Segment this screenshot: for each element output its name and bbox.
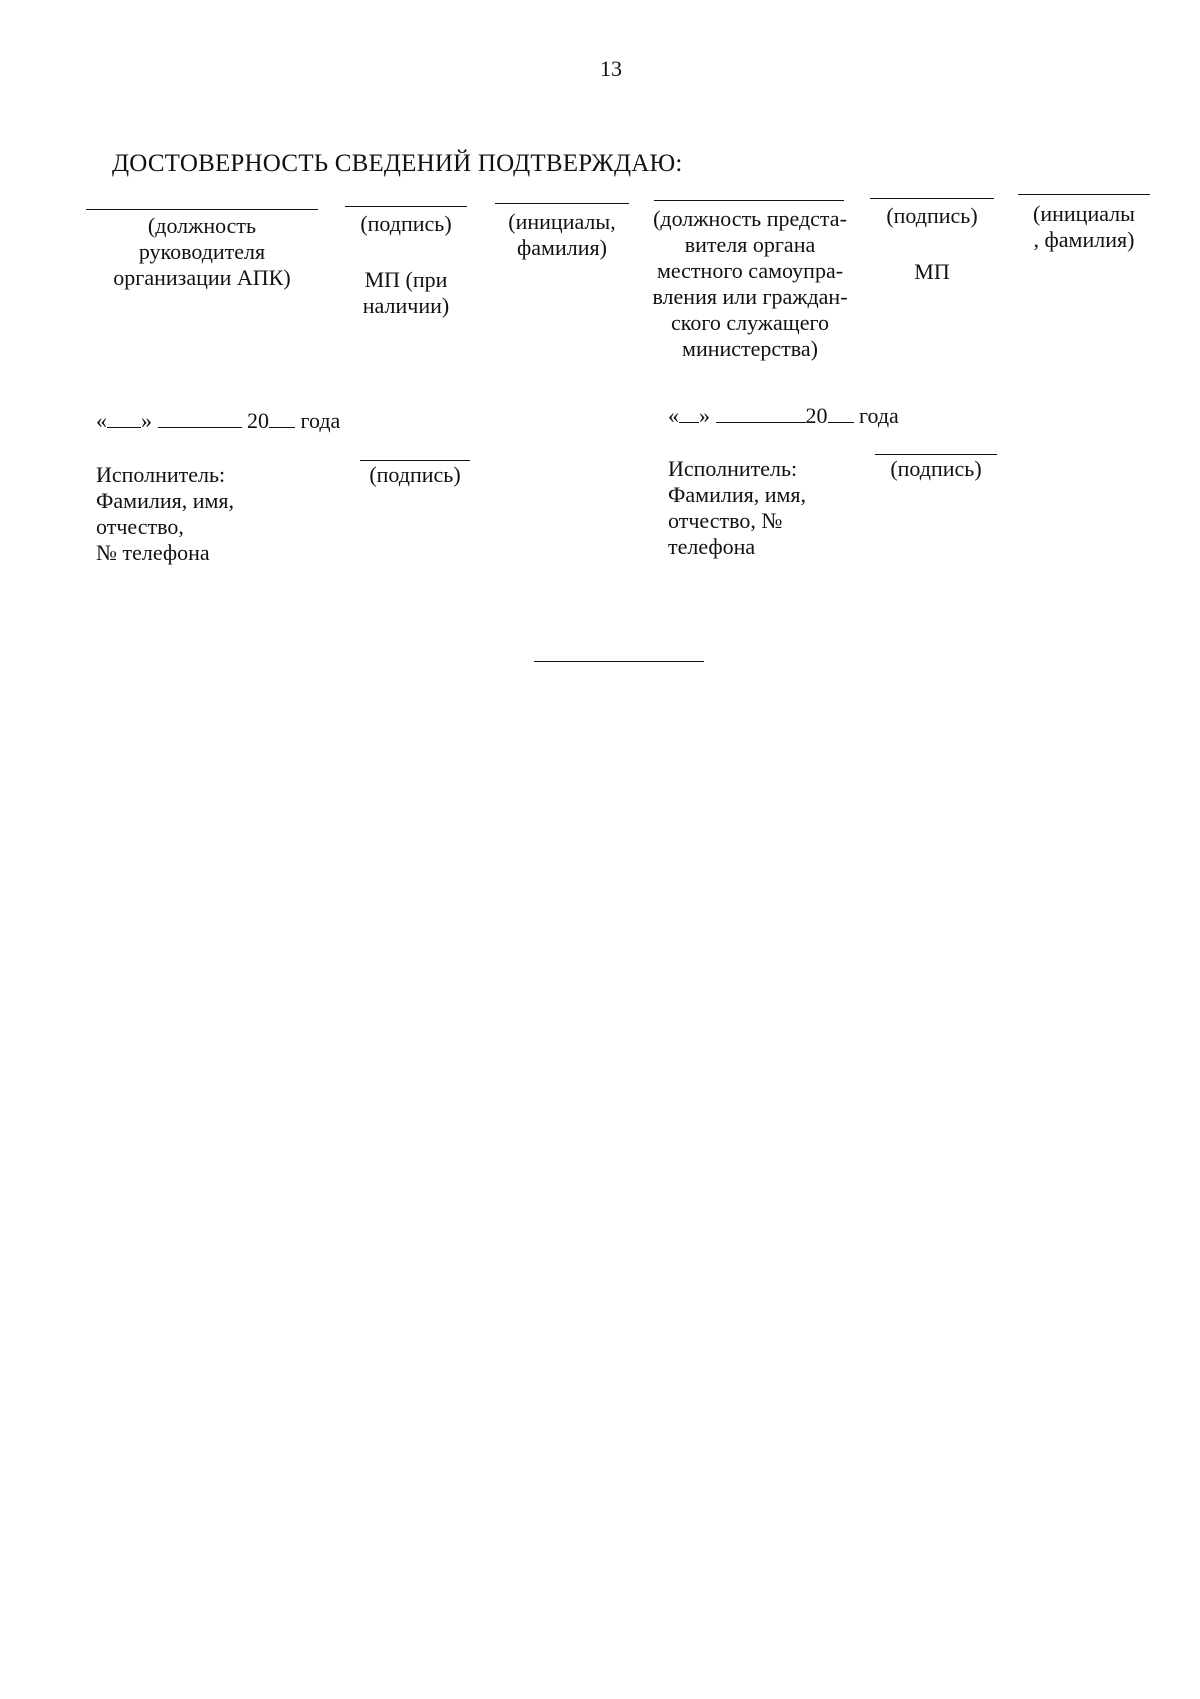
- left-signature-line: [345, 206, 467, 207]
- left-day-blank: [107, 407, 141, 428]
- page-number: 13: [600, 56, 622, 81]
- right-signature-line: [870, 198, 994, 199]
- right-position-signature-line: [654, 200, 844, 201]
- left-executor-signature-caption: (подпись): [369, 462, 461, 487]
- right-initials-line: [1018, 194, 1150, 195]
- right-year-prefix: 20: [805, 403, 828, 428]
- confirmation-heading: ДОСТОВЕРНОСТЬ СВЕДЕНИЙ ПОДТВЕРЖДАЮ:: [112, 150, 683, 177]
- left-year-prefix: 20: [247, 408, 269, 433]
- left-date-close-quote: »: [141, 408, 152, 433]
- left-date-line: [96, 407, 340, 434]
- left-stamp-caption: МП (при наличии): [362, 267, 450, 318]
- right-date-open-quote: «: [668, 403, 679, 428]
- right-position-caption: (должность предста- вителя органа местного самоупра- вления или граждан- ского служащего министерства): [652, 206, 848, 361]
- left-executor-signature-line: [360, 460, 470, 461]
- left-month-blank: [158, 407, 242, 428]
- left-initials-caption: (инициалы, фамилия): [508, 209, 616, 260]
- right-executor-signature-caption: (подпись): [890, 456, 982, 481]
- right-year-blank: [828, 402, 854, 423]
- right-stamp-caption: МП: [914, 259, 950, 284]
- right-month-blank: [716, 402, 806, 423]
- closing-separator-line: [534, 661, 704, 662]
- left-executor-caption: Исполнитель: Фамилия, имя, отчество, № телефона: [96, 462, 235, 565]
- right-date-suffix: года: [859, 403, 899, 428]
- right-date-line: [668, 402, 899, 429]
- left-date-open-quote: «: [96, 408, 107, 433]
- left-signature-caption: (подпись): [360, 211, 452, 236]
- right-day-blank: [679, 402, 699, 423]
- left-position-caption: (должность руководителя организации АПК): [113, 213, 291, 290]
- right-initials-caption: (инициалы , фамилия): [1033, 201, 1135, 252]
- right-executor-signature-line: [875, 454, 997, 455]
- left-position-signature-line: [86, 209, 318, 210]
- left-date-suffix: года: [300, 408, 341, 433]
- right-executor-caption: Исполнитель: Фамилия, имя, отчество, № телефона: [668, 456, 807, 559]
- left-initials-line: [495, 203, 629, 204]
- right-date-close-quote: »: [699, 403, 710, 428]
- left-year-blank: [269, 407, 295, 428]
- right-signature-caption: (подпись): [886, 203, 978, 228]
